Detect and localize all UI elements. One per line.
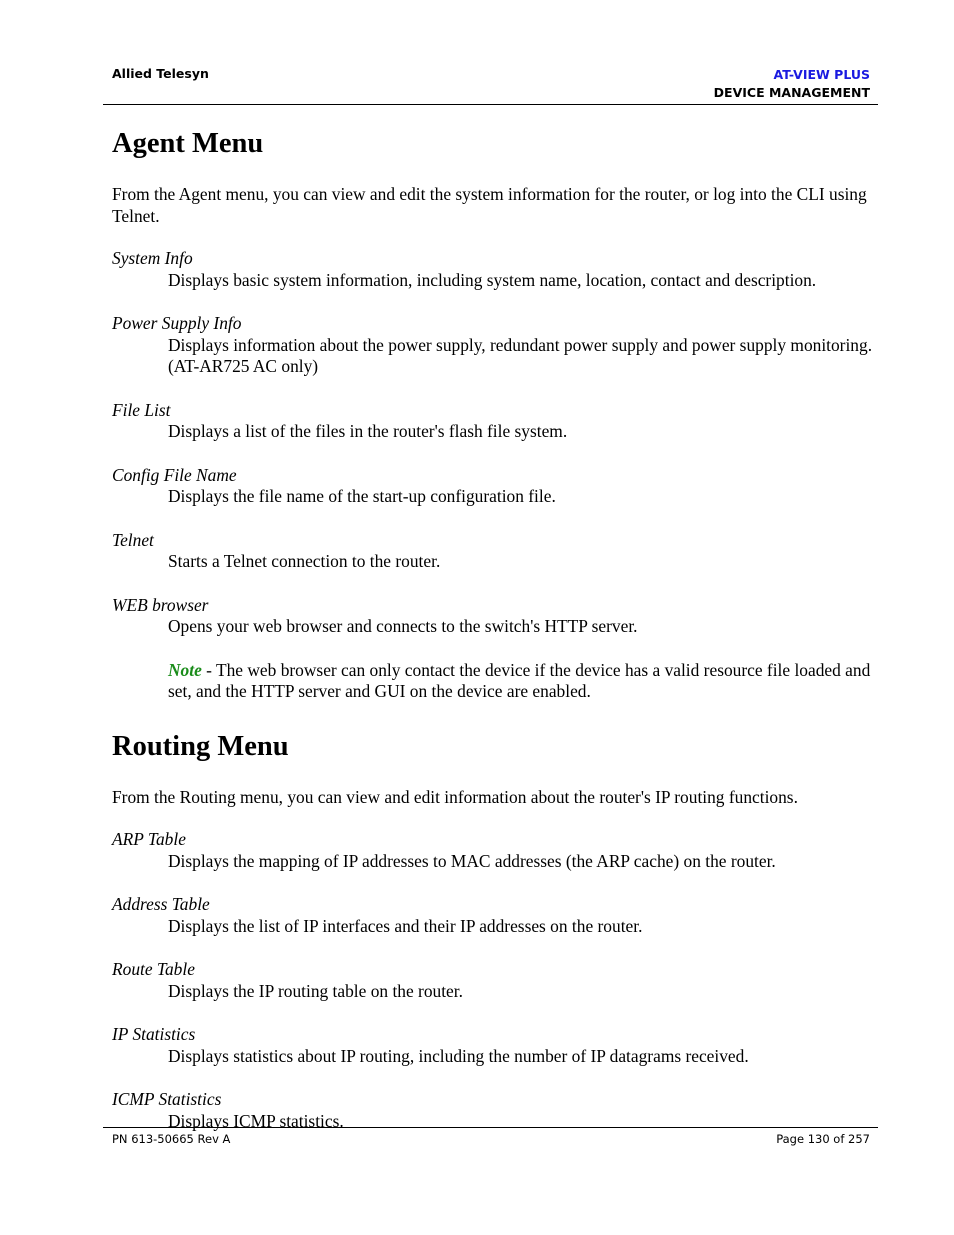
routing-intro: From the Routing menu, you can view and edit information about the router's IP routing functions. [112,786,798,807]
routing-desc-arp-table: Displays the mapping of IP addresses to MAC addresses (the ARP cache) on the router. [168,850,776,871]
routing-desc-address-table: Displays the list of IP interfaces and their IP addresses on the router. [168,915,643,936]
routing-term-ip-statistics: IP Statistics [112,1024,196,1044]
footer-rule [103,1127,878,1128]
agent-menu-heading: Agent Menu [112,128,264,159]
agent-desc-system-info: Displays basic system information, including system name, location, contact and description. [168,269,817,290]
agent-term-config-file-name: Config File Name [112,464,237,485]
note-text: - The web browser can only contact the device if the device has a valid resource file loaded and set, and the HTTP server and GUI on the device are enabled. [168,659,871,701]
routing-term-icmp-statistics: ICMP Statistics [112,1089,222,1109]
agent-desc-web-browser: Opens your web browser and connects to the switch's HTTP server. [168,616,638,636]
routing-term-route-table: Route Table [112,959,195,979]
agent-desc-config-file-name: Displays the file name of the start-up configuration file. [168,486,556,506]
agent-term-file-list: File List [112,399,171,420]
agent-intro: From the Agent menu, you can view and edit the system information for the router, or log into the CLI using Telnet. [112,184,867,226]
note-label: Note [168,659,202,680]
footer-page-number: Page 130 of 257 [776,1132,870,1146]
agent-desc-file-list: Displays a list of the files in the router's flash file system. [168,421,568,441]
agent-term-web-browser: WEB browser [112,594,209,615]
header-company: Allied Telesyn [112,66,209,81]
routing-desc-ip-statistics: Displays statistics about IP routing, including the number of IP datagrams received. [168,1045,749,1066]
footer-part-number: PN 613-50665 Rev A [112,1132,231,1146]
header-right [714,66,870,102]
agent-term-telnet: Telnet [112,529,154,550]
routing-desc-icmp-statistics: Displays ICMP statistics. [168,1110,344,1131]
header-product: AT-VIEW PLUS [773,67,870,82]
agent-term-power-supply-info: Power Supply Info [112,313,242,333]
page-content [112,126,874,1154]
routing-term-address-table: Address Table [112,894,210,914]
agent-term-system-info: System Info [112,248,193,268]
routing-term-arp-table: ARP Table [112,829,186,849]
agent-desc-power-supply-info: Displays information about the power supply, redundant power supply and power supply monitoring. (AT-AR725 AC only) [168,334,873,376]
routing-desc-route-table: Displays the IP routing table on the router. [168,980,463,1001]
agent-desc-telnet: Starts a Telnet connection to the router. [168,551,441,571]
header-section: DEVICE MANAGEMENT [713,85,870,100]
agent-note [168,660,874,703]
header-rule [103,104,878,105]
routing-menu-heading: Routing Menu [112,730,289,762]
